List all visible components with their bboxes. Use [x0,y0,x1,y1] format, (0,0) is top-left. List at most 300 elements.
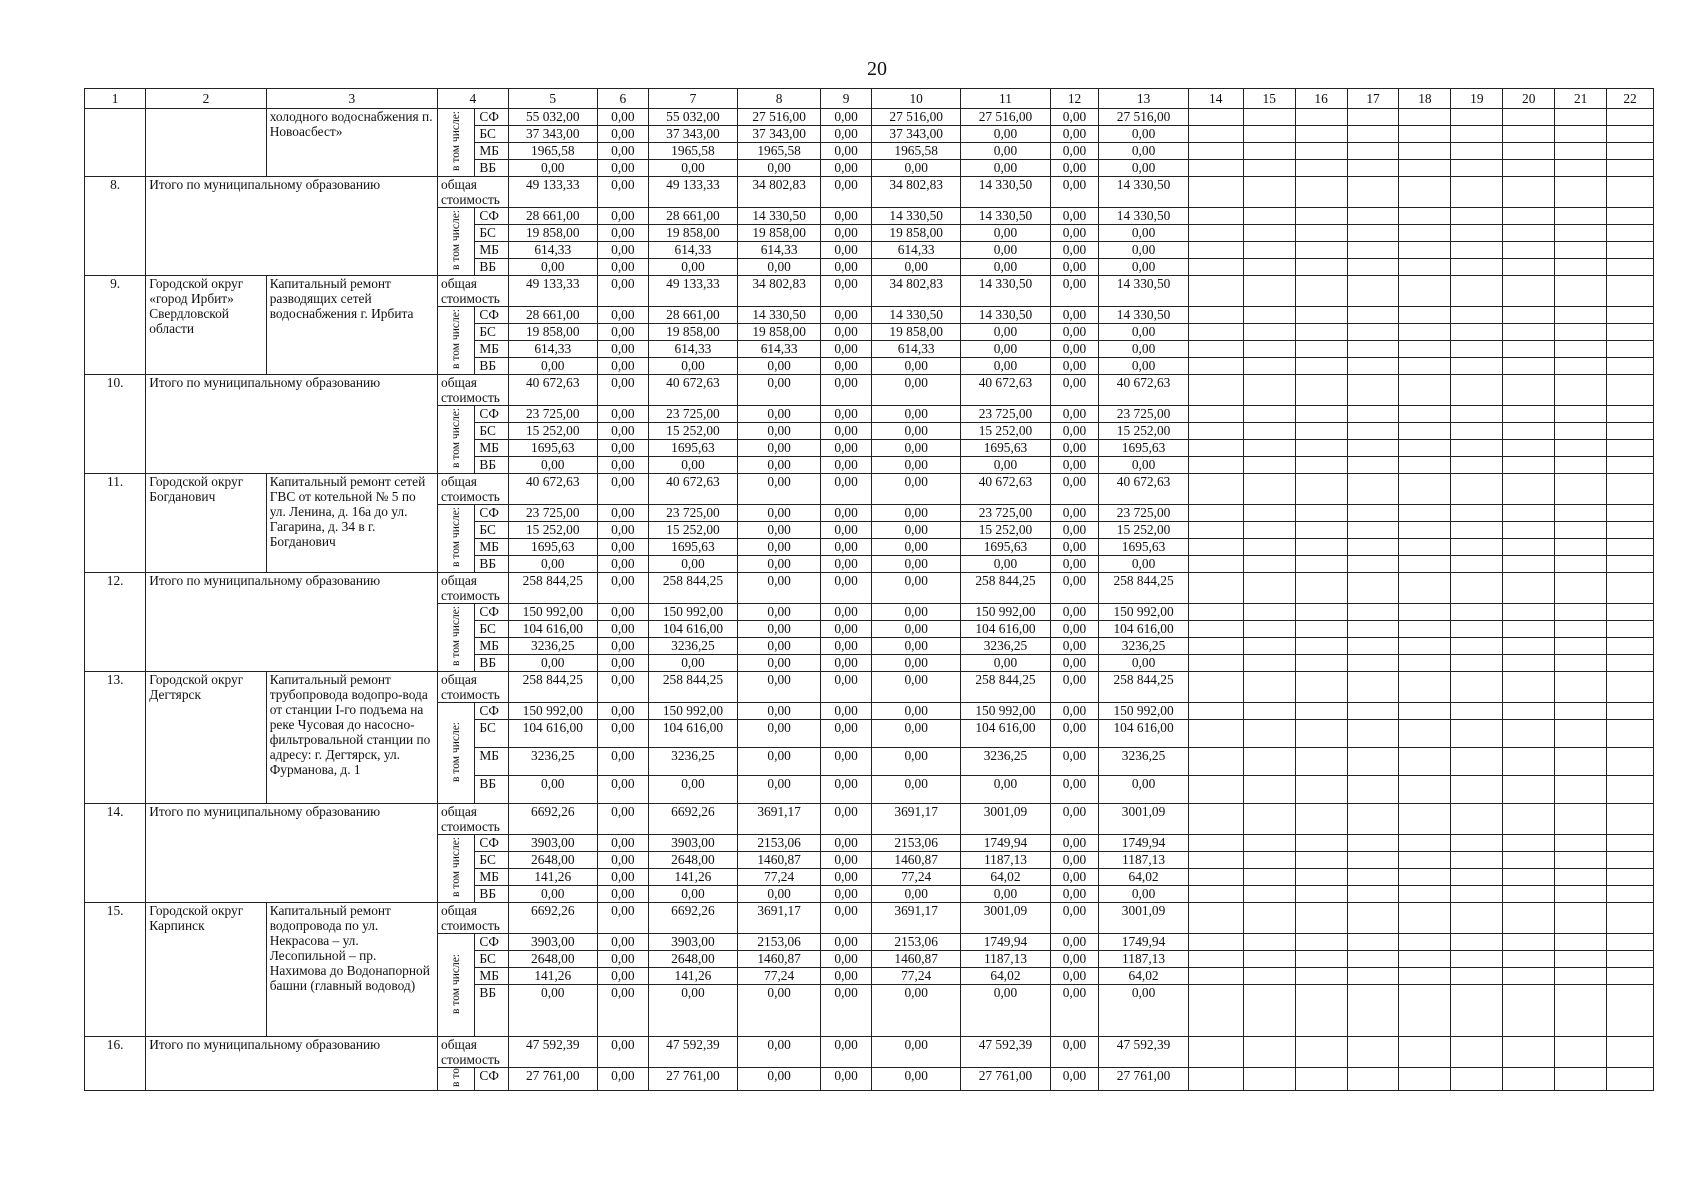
value-cell: 0,00 [1050,672,1099,703]
incl-vertical-text: в том числе: [450,953,463,1014]
value-cell: 0,00 [597,573,648,604]
empty-cell [1607,242,1654,259]
value-cell: 37 343,00 [872,126,961,143]
empty-cell [1555,208,1607,225]
empty-cell [1243,109,1295,126]
empty-cell [1503,968,1555,985]
value-cell: 0,00 [961,143,1050,160]
column-header: 16 [1295,89,1347,109]
municipality-total-label: Итого по муниципальному образованию [146,375,438,474]
empty-cell [1607,375,1654,406]
value-cell: 0,00 [821,1068,872,1091]
value-cell: 28 661,00 [508,307,597,324]
category-label: ВБ [475,259,508,276]
empty-cell [1503,440,1555,457]
value-cell: 0,00 [738,1068,821,1091]
incl-vertical-text: в том числе: [450,309,463,369]
row-number: 10. [85,375,146,474]
value-cell: 0,00 [738,703,821,720]
empty-cell [1188,276,1243,307]
empty-cell [1295,143,1347,160]
total-row [85,177,1654,208]
empty-cell [1347,934,1399,951]
empty-cell [1347,358,1399,375]
value-cell: 3236,25 [1099,748,1188,776]
empty-cell [1295,276,1347,307]
value-cell: 0,00 [738,776,821,804]
empty-cell [1503,522,1555,539]
total-row [85,804,1654,835]
value-cell: 0,00 [821,804,872,835]
empty-cell [1295,804,1347,835]
value-cell: 0,00 [1099,242,1188,259]
empty-cell [1399,748,1451,776]
value-cell: 37 343,00 [738,126,821,143]
incl-vertical-label [438,703,475,804]
empty-cell [1347,1068,1399,1091]
incl-vertical-label [438,109,475,177]
column-header: 22 [1607,89,1654,109]
value-cell: 0,00 [508,655,597,672]
value-cell: 19 858,00 [648,324,737,341]
empty-cell [1243,886,1295,903]
empty-cell [1451,505,1503,522]
empty-cell [1451,423,1503,440]
empty-cell [1295,242,1347,259]
empty-cell [1555,341,1607,358]
empty-cell [1399,440,1451,457]
empty-cell [1503,539,1555,556]
value-cell: 14 330,50 [738,307,821,324]
value-cell: 0,00 [961,126,1050,143]
value-cell: 258 844,25 [1099,672,1188,703]
empty-cell [1555,934,1607,951]
value-cell: 0,00 [1050,852,1099,869]
value-cell: 104 616,00 [1099,720,1188,748]
value-cell: 0,00 [821,985,872,1037]
empty-cell [1607,208,1654,225]
value-cell: 0,00 [872,522,961,539]
value-cell: 0,00 [821,573,872,604]
value-cell: 0,00 [597,1037,648,1068]
value-cell: 0,00 [1050,324,1099,341]
value-cell: 104 616,00 [961,720,1050,748]
value-cell: 1187,13 [961,852,1050,869]
value-cell: 0,00 [1050,474,1099,505]
project-description: Капитальный ремонт водопровода по ул. Некрасова – ул. Лесопильной – пр. Нахимова до Водонапорной башни (главный водовод) [266,903,437,1037]
value-cell: 1749,94 [961,835,1050,852]
value-cell: 77,24 [738,869,821,886]
value-cell: 614,33 [648,341,737,358]
empty-cell [1451,160,1503,177]
value-cell: 258 844,25 [1099,573,1188,604]
empty-cell [1503,672,1555,703]
total-row [85,375,1654,406]
value-cell: 0,00 [821,259,872,276]
value-cell: 0,00 [597,1068,648,1091]
value-cell: 2648,00 [508,951,597,968]
value-cell: 0,00 [1050,276,1099,307]
value-cell: 0,00 [508,457,597,474]
incl-vertical-label [438,208,475,276]
empty-cell [1555,358,1607,375]
value-cell: 28 661,00 [508,208,597,225]
empty-cell [1451,703,1503,720]
empty-cell [1188,539,1243,556]
value-cell: 0,00 [821,406,872,423]
empty-cell [1399,1068,1451,1091]
value-cell: 14 330,50 [1099,276,1188,307]
table-body [85,89,1654,1091]
value-cell: 40 672,63 [961,474,1050,505]
empty-cell [1347,225,1399,242]
category-label: МБ [475,143,508,160]
value-cell: 0,00 [597,804,648,835]
empty-cell [1607,703,1654,720]
empty-cell [1555,573,1607,604]
value-cell: 0,00 [872,457,961,474]
value-cell: 0,00 [1050,341,1099,358]
value-cell: 0,00 [821,341,872,358]
empty-cell [1451,869,1503,886]
empty-cell [1243,655,1295,672]
value-cell: 0,00 [872,259,961,276]
value-cell: 0,00 [872,160,961,177]
value-cell: 0,00 [961,776,1050,804]
empty-cell [1607,886,1654,903]
total-cost-label: общая стоимость [438,672,509,703]
empty-cell [1503,621,1555,638]
value-cell: 14 330,50 [738,208,821,225]
empty-cell [1399,903,1451,934]
value-cell: 0,00 [597,505,648,522]
value-cell: 0,00 [597,276,648,307]
column-header: 17 [1347,89,1399,109]
value-cell: 3001,09 [1099,804,1188,835]
project-description: Капитальный ремонт разводящих сетей водоснабжения г. Ирбита [266,276,437,375]
value-cell: 0,00 [872,505,961,522]
category-label: ВБ [475,358,508,375]
empty-cell [1347,423,1399,440]
empty-cell [1188,126,1243,143]
empty-cell [1243,406,1295,423]
empty-cell [1607,358,1654,375]
empty-cell [1555,804,1607,835]
empty-cell [1347,177,1399,208]
value-cell: 0,00 [821,903,872,934]
value-cell: 3903,00 [648,835,737,852]
empty-cell [1399,968,1451,985]
value-cell: 0,00 [1050,423,1099,440]
empty-cell [1503,869,1555,886]
empty-cell [1399,655,1451,672]
value-cell: 0,00 [821,672,872,703]
value-cell: 150 992,00 [1099,604,1188,621]
empty-cell [1188,1068,1243,1091]
value-cell: 0,00 [821,951,872,968]
empty-cell [1399,406,1451,423]
empty-cell [1607,1037,1654,1068]
value-cell: 0,00 [508,556,597,573]
empty-cell [1399,242,1451,259]
empty-cell [1347,968,1399,985]
value-cell: 0,00 [872,474,961,505]
value-cell: 0,00 [508,259,597,276]
empty-cell [1399,934,1451,951]
empty-cell [1188,160,1243,177]
empty-cell [1188,951,1243,968]
value-cell: 1187,13 [961,951,1050,968]
category-label: СФ [475,934,508,951]
value-cell: 0,00 [597,869,648,886]
value-cell: 0,00 [1050,951,1099,968]
value-cell: 0,00 [597,556,648,573]
category-label: БС [475,852,508,869]
value-cell: 15 252,00 [648,423,737,440]
value-cell: 2153,06 [872,934,961,951]
empty-cell [1243,358,1295,375]
value-cell: 34 802,83 [738,276,821,307]
category-label: БС [475,720,508,748]
value-cell: 0,00 [1050,109,1099,126]
empty-cell [1607,951,1654,968]
value-cell: 0,00 [821,375,872,406]
value-cell: 0,00 [597,423,648,440]
empty-cell [1503,126,1555,143]
empty-cell [1399,1037,1451,1068]
value-cell: 0,00 [597,358,648,375]
value-cell: 40 672,63 [508,375,597,406]
empty-cell [1503,109,1555,126]
empty-cell [1607,852,1654,869]
empty-cell [1188,934,1243,951]
value-cell: 64,02 [961,869,1050,886]
empty-cell [1503,703,1555,720]
empty-cell [1243,621,1295,638]
value-cell: 0,00 [872,440,961,457]
value-cell: 104 616,00 [648,621,737,638]
empty-cell [1399,276,1451,307]
empty-cell [1188,358,1243,375]
value-cell: 0,00 [648,776,737,804]
empty-cell [1347,522,1399,539]
value-cell: 0,00 [1099,985,1188,1037]
empty-cell [1347,375,1399,406]
value-cell: 141,26 [648,869,737,886]
empty-cell [1451,638,1503,655]
empty-cell [1188,341,1243,358]
value-cell: 0,00 [508,985,597,1037]
empty-cell [1347,573,1399,604]
value-cell: 3236,25 [508,638,597,655]
empty-cell [1555,776,1607,804]
empty-cell [1451,208,1503,225]
empty-cell [1607,259,1654,276]
empty-cell [1243,573,1295,604]
total-row [85,1037,1654,1068]
empty-cell [1503,242,1555,259]
empty-cell [1555,474,1607,505]
empty-cell [1451,474,1503,505]
value-cell: 49 133,33 [508,177,597,208]
value-cell: 0,00 [821,604,872,621]
value-cell: 0,00 [738,985,821,1037]
column-header: 18 [1399,89,1451,109]
total-cost-label: общая стоимость [438,804,509,835]
empty-cell [1451,375,1503,406]
value-cell: 0,00 [821,160,872,177]
value-cell: 0,00 [1050,604,1099,621]
empty-cell [1188,208,1243,225]
value-cell: 0,00 [508,886,597,903]
category-label: ВБ [475,776,508,804]
incl-vertical-label [438,604,475,672]
empty-cell [1295,985,1347,1037]
incl-vertical-text: в том числе: [450,408,463,468]
value-cell: 14 330,50 [1099,208,1188,225]
empty-cell [1451,457,1503,474]
value-cell: 0,00 [1050,208,1099,225]
value-cell: 0,00 [821,307,872,324]
page-number: 20 [867,58,887,80]
empty-cell [1243,457,1295,474]
empty-cell [1295,522,1347,539]
empty-cell [1188,307,1243,324]
value-cell: 3691,17 [738,903,821,934]
value-cell: 0,00 [961,457,1050,474]
value-cell: 23 725,00 [648,505,737,522]
empty-cell [1451,672,1503,703]
empty-cell [1347,835,1399,852]
value-cell: 0,00 [508,358,597,375]
value-cell: 1965,58 [738,143,821,160]
value-cell: 0,00 [597,375,648,406]
municipality-name: Городской округ «город Ирбит» Свердловской области [146,276,266,375]
empty-cell [1555,985,1607,1037]
value-cell: 77,24 [738,968,821,985]
empty-cell [1188,703,1243,720]
empty-cell [1555,177,1607,208]
empty-cell [1295,903,1347,934]
empty-cell [1188,655,1243,672]
column-header: 2 [146,89,266,109]
category-label: СФ [475,1068,508,1091]
value-cell: 27 761,00 [648,1068,737,1091]
empty-cell [1503,457,1555,474]
budget-table [84,88,1654,1091]
value-cell: 1965,58 [648,143,737,160]
value-cell: 2153,06 [872,835,961,852]
row-number: 16. [85,1037,146,1091]
value-cell: 0,00 [1050,835,1099,852]
empty-cell [1503,358,1555,375]
municipality-total-label: Итого по муниципальному образованию [146,1037,438,1091]
value-cell: 141,26 [648,968,737,985]
value-cell: 0,00 [648,358,737,375]
category-label: БС [475,522,508,539]
value-cell: 0,00 [1099,143,1188,160]
value-cell: 0,00 [597,835,648,852]
value-cell: 0,00 [597,324,648,341]
empty-cell [1295,951,1347,968]
value-cell: 3903,00 [648,934,737,951]
value-cell: 0,00 [1050,776,1099,804]
column-header: 10 [872,89,961,109]
empty-cell [1555,951,1607,968]
value-cell: 0,00 [1099,324,1188,341]
empty-cell [1555,886,1607,903]
value-cell: 0,00 [1050,307,1099,324]
value-cell: 2648,00 [648,951,737,968]
value-cell: 0,00 [961,242,1050,259]
value-cell: 27 516,00 [872,109,961,126]
value-cell: 0,00 [1050,621,1099,638]
empty-cell [1188,1037,1243,1068]
column-header: 12 [1050,89,1099,109]
value-cell: 0,00 [961,358,1050,375]
value-cell: 0,00 [821,703,872,720]
empty-cell [1451,225,1503,242]
empty-cell [1607,457,1654,474]
empty-cell [1607,143,1654,160]
value-cell: 1695,63 [961,440,1050,457]
value-cell: 6692,26 [648,903,737,934]
value-cell: 28 661,00 [648,307,737,324]
value-cell: 23 725,00 [961,406,1050,423]
category-label: СФ [475,703,508,720]
value-cell: 0,00 [872,358,961,375]
value-cell: 0,00 [738,573,821,604]
empty-cell [1295,852,1347,869]
value-cell: 27 516,00 [961,109,1050,126]
empty-cell [1451,1068,1503,1091]
municipality-total-label: Итого по муниципальному образованию [146,177,438,276]
empty-cell [1555,143,1607,160]
empty-cell [1188,259,1243,276]
empty-cell [1295,776,1347,804]
column-header: 4 [438,89,509,109]
value-cell: 0,00 [597,655,648,672]
value-cell: 64,02 [1099,869,1188,886]
value-cell: 0,00 [597,160,648,177]
value-cell: 0,00 [597,968,648,985]
empty-cell [1399,109,1451,126]
empty-cell [1347,776,1399,804]
value-cell: 0,00 [597,852,648,869]
empty-cell [1347,406,1399,423]
empty-cell [1503,748,1555,776]
empty-cell [1503,423,1555,440]
value-cell: 258 844,25 [961,573,1050,604]
empty-cell [1295,573,1347,604]
project-description: Капитальный ремонт сетей ГВС от котельной № 5 по ул. Ленина, д. 16а до ул. Гагарина, д. 34 в г. Богданович [266,474,437,573]
value-cell: 3236,25 [961,748,1050,776]
value-cell: 0,00 [1050,539,1099,556]
value-cell: 614,33 [872,242,961,259]
empty-cell [1607,776,1654,804]
empty-cell [1555,109,1607,126]
empty-cell [1243,505,1295,522]
empty-cell [1607,934,1654,951]
empty-cell [1503,985,1555,1037]
incl-vertical-label [438,934,475,1037]
empty-cell [1243,776,1295,804]
value-cell: 19 858,00 [508,225,597,242]
empty-cell [1243,259,1295,276]
empty-cell [1188,835,1243,852]
empty-cell [1243,638,1295,655]
value-cell: 150 992,00 [648,703,737,720]
